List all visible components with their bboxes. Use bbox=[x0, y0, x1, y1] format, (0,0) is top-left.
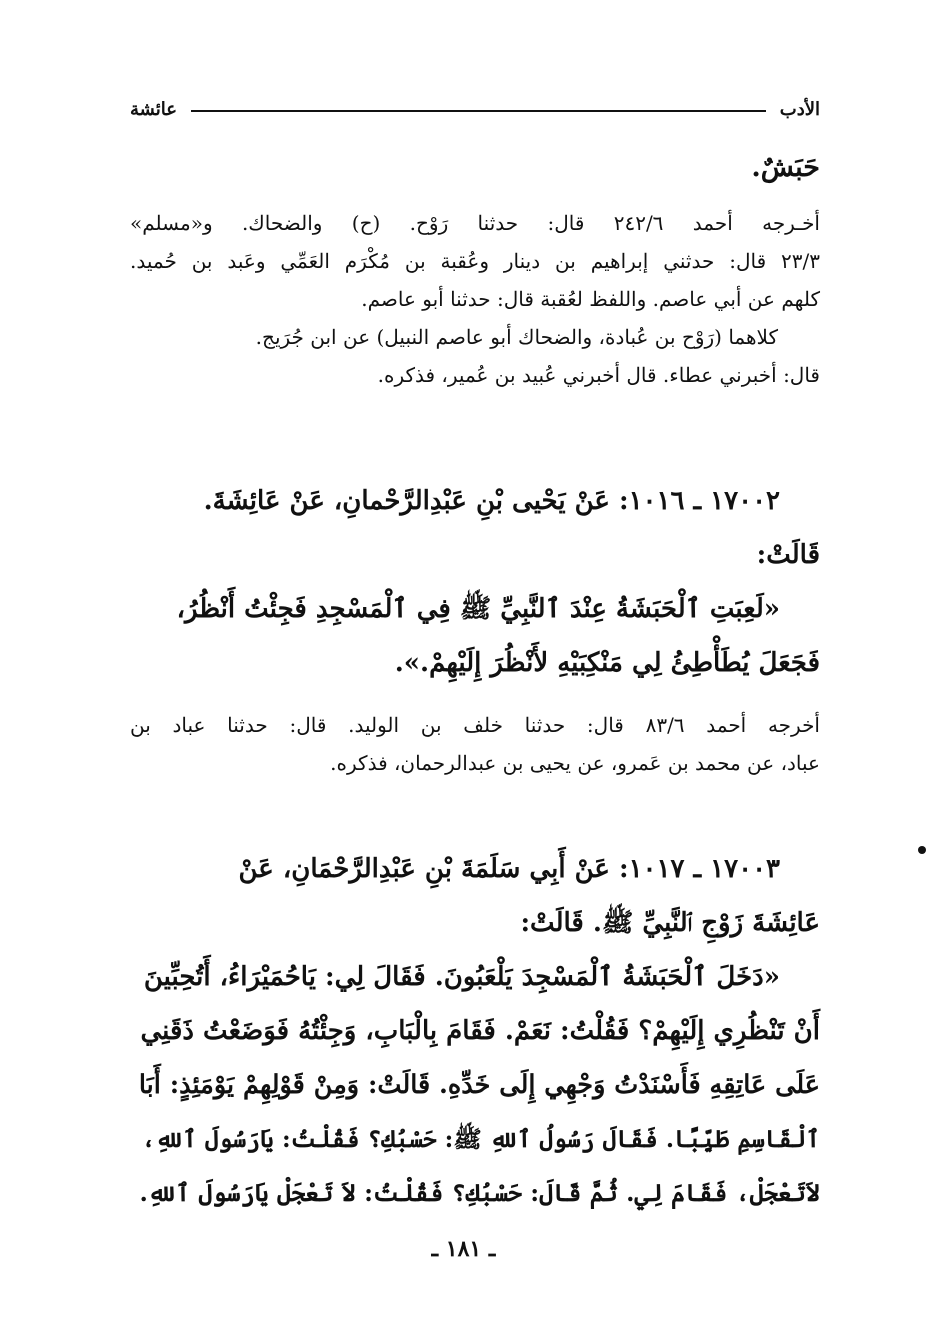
running-header bbox=[130, 86, 820, 120]
header-section-title: الأدب bbox=[779, 99, 820, 120]
page-number: ـ ١٨١ ـ bbox=[431, 1236, 496, 1262]
hadith-17003 bbox=[130, 842, 820, 1220]
hadith-line: أَنْ تَنْظُرِي إِلَيْهِمْ؟ فَقُلْتُ: نَعَمْ. فَقَامَ بِالْبَابِ، وَجِئْتُهُ فَوَضَعْتُ ذَقَنِي bbox=[140, 1016, 820, 1046]
hadith-line: فَجَعَلَ يُطَأْطِئُ لِي مَنْكِبَيْهِ لأَنْظُرَ إِلَيْهِمْ.». bbox=[394, 648, 820, 678]
hadith-line: لاَتَعْجَلْ، فَقَامَ لِي. ثُمَّ قَالَ: حَسْبُكِ؟ فَقُلْتُ: لاَ تَعْجَلْ يَارَسُولَ ٱللهِ. bbox=[139, 1178, 820, 1207]
reference-line: كلاهما (رَوْح بن عُبادة، والضحاك أبو عاصم النبيل) عن ابن جُرَيج. bbox=[255, 325, 778, 349]
reference-line: أخـرجه أحمد ٢٤٢/٦ قال: حدثنا رَوْح. (ح) والضحاك. و«مسلم» bbox=[130, 211, 820, 235]
reference-line: عباد، عن محمد بن عَمرو، عن يحيى بن عبدالرحمان، فذكره. bbox=[330, 751, 820, 775]
hadith-line: «دَخَلَ ٱلْحَبَشَةُ ٱلْمَسْجِدَ يَلْعَبُونَ. فَقَالَ لِي: يَاحُمَيْرَاءُ، أَتُحِبِّينَ bbox=[143, 962, 780, 992]
header-rule bbox=[191, 110, 766, 112]
reference-line: كلهم عن أبي عاصم. واللفظ لعُقبة قال: حدثنا أبو عاصم. bbox=[361, 287, 820, 311]
hadith-line: «لَعِبَتِ ٱلْحَبَشَةُ عِنْدَ ٱلنَّبِيِّ ﷺ فِي ٱلْمَسْجِدِ فَجِئْتُ أَنْظُرُ، bbox=[176, 594, 780, 624]
reference-line: أخرجه أحمد ٨٣/٦ قال: حدثنا خلف بن الوليد. قال: حدثنا عباد بن bbox=[130, 713, 820, 737]
reference-block-2 bbox=[130, 706, 820, 782]
hadith-line: عَائِشَةَ زَوْجِ ٱلنَّبِيِّ ﷺ. قَالَتْ: bbox=[520, 908, 820, 938]
header-name: عائشة bbox=[130, 99, 177, 120]
hadith-17002 bbox=[130, 474, 820, 690]
top-fragment: حَبَشٌ. bbox=[751, 152, 820, 183]
hadith-heading: ١٧٠٠٣ ـ ١٠١٧: عَنْ أَبِي سَلَمَةَ بْنِ عَبْدِالرَّحْمَانِ، عَنْ bbox=[238, 854, 780, 884]
reference-line: قال: أخبرني عطاء. قال أخبرني عُبيد بن عُمير، فذكره. bbox=[377, 363, 820, 387]
hadith-line: عَلَى عَاتِقِهِ فَأَسْنَدْتُ وَجْهِي إِلَى خَدِّهِ. قَالَتْ: وَمِنْ قَوْلِهِمْ يَوْمَئِذٍ: أَبَا bbox=[138, 1070, 820, 1100]
hadith-line: ٱلْقَاسِمِ طَيِّبًا. فَقَالَ رَسُولُ ٱللهِ ﷺ: حَسْبُكِ؟ فَقُلْتُ: يَارَسُولَ ٱللهِ، bbox=[141, 1125, 820, 1153]
hadith-heading: ١٧٠٠٢ ـ ١٠١٦: عَنْ يَحْيى بْنِ عَبْدِالرَّحْمانِ، عَنْ عَائِشَةَ. bbox=[203, 486, 780, 516]
margin-marker bbox=[918, 846, 926, 854]
reference-block-1 bbox=[130, 204, 820, 394]
hadith-line: قَالَتْ: bbox=[756, 540, 820, 570]
reference-line: ٢٣/٣ قال: حدثني إبراهيم بن دينار وعُقبة بن مُكْرَم العَمِّي وعَبد بن حُميد. bbox=[130, 249, 820, 273]
